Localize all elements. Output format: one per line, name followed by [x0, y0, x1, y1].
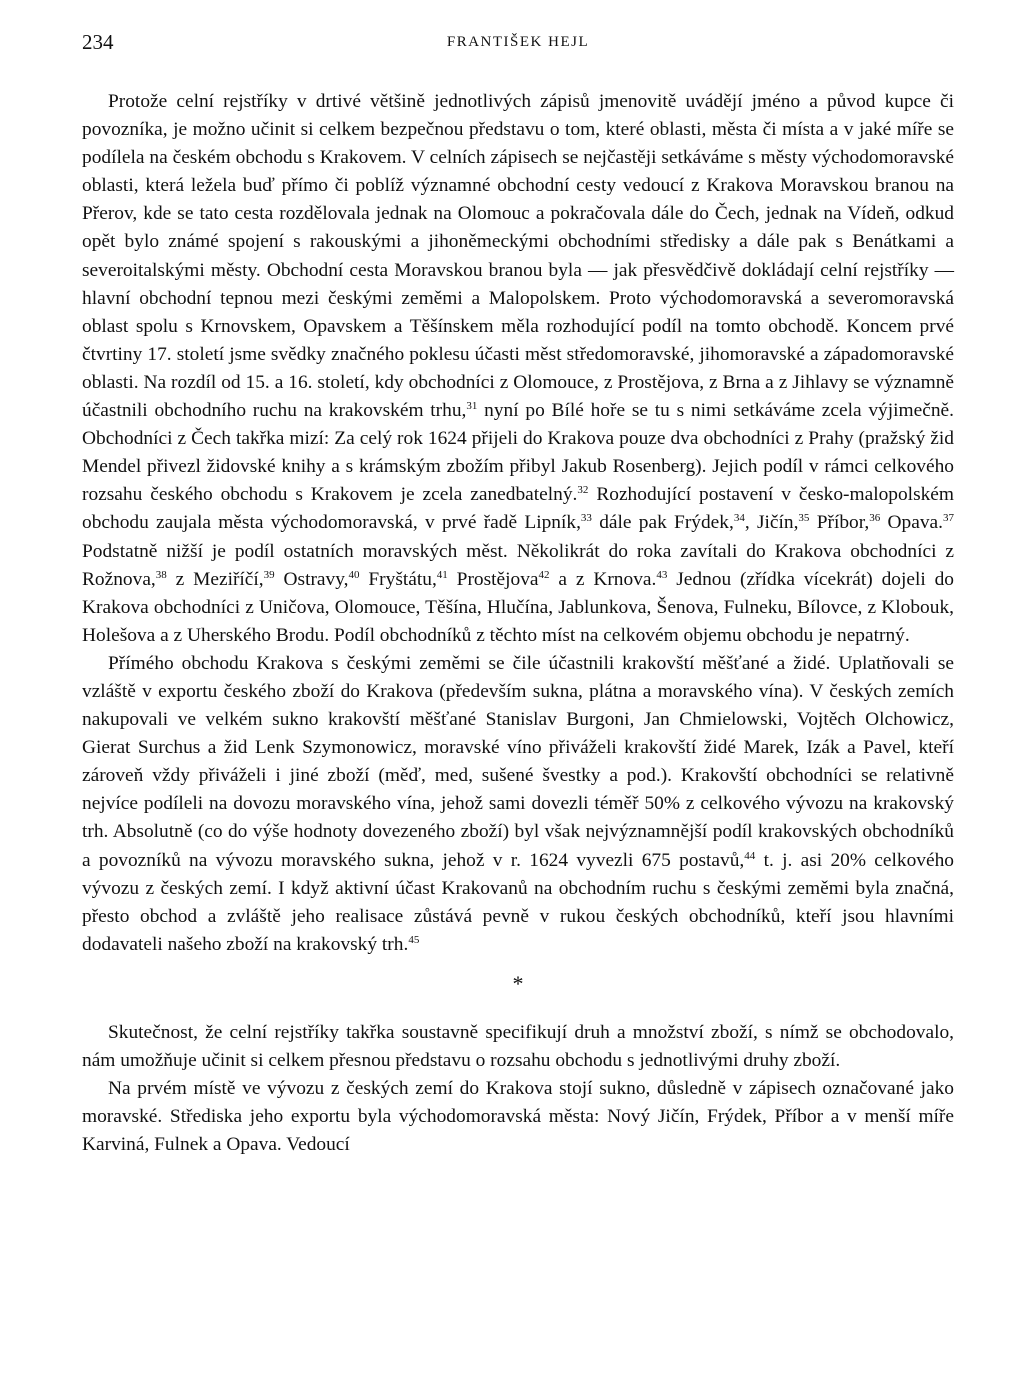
text-run: Ostravy,: [274, 568, 349, 590]
text-run: Fryštátu,: [359, 568, 437, 590]
footnote-ref-39: 39: [263, 568, 275, 581]
text-run: z Meziříčí,: [166, 568, 264, 590]
page-header: [82, 30, 954, 66]
footnote-ref-35: 35: [798, 512, 810, 525]
footnote-ref-42: 42: [538, 568, 550, 581]
footnote-ref-40: 40: [348, 568, 360, 581]
footnote-ref-41: 41: [436, 568, 448, 581]
paragraph-1: [82, 88, 954, 650]
footnote-ref-38: 38: [155, 568, 167, 581]
text-run: Podstatně nižší je podíl ostatních moravských měst. Několikrát do roka zavítali do Krakova obchodníci z Rožnova,: [82, 540, 954, 590]
text-run: Příbor,: [809, 512, 870, 534]
text-run: Přímého obchodu Krakova s českými zeměmi se čile účastnili krakovští měšťané a židé. Uplatňovali se vzláště v exportu českého zboží do Krakova (především sukna, plátna a moravského vína). V českých zemích nakupovali ve velkém sukno krakovští měšťané Stanislav Burgoni, Jan Chmielowski, Vojtěch Olchowicz, Gierat Surchus a žid Lenk Szymonowicz, moravské víno přiváželi krakovští židé Marek, Izák a Pavel, kteří zároveň vždy přiváželi i jiné zboží (měď, med, sušené švestky a pod.). Krakovští obchodníci se relativně nejvíce podíleli na dovozu moravského vína, jehož sami dovezli téměř 50% z celkového vývozu na krakovský trh. Absolutně (co do výše hodnoty dovezeného zboží) byl však nejvýznamnější podíl krakovských obchodníků a povozníků na vývozu moravského sukna, jehož v r. 1624 vyvezli 675 postavů,: [82, 652, 954, 871]
text-run: , Jičín,: [744, 512, 799, 534]
text-run: Protože celní rejstříky v drtivé většině jednotlivých zápisů jmenovitě uvádějí jméno a původ kupce či povozníka, je možno učinit si celkem bezpečnou představu o tom, které oblasti, města či místa a v jaké míře se podílela na českém obchodu s Krakovem. V celních zápisech se nejčastěji setkáváme s městy východomoravské oblasti, která ležela buď přímo či poblíž významné obchodní cesty vedoucí z Krakova Moravskou branou na Přerov, kde se tato cesta rozdělovala jednak na Olomouc a pokračovala dále do Čech, jednak na Vídeň, odkud opět bylo známé spojení s rakouskými a jihoněmeckými obchodními středisky a dále pak s Benátkami a severoitalskými městy. Obchodní cesta Moravskou branou byla — jak přesvědčivě dokládají celní rejstříky — hlavní obchodní tepnou mezi českými zeměmi a Malopolskem. Proto východomoravská a severomoravská oblast spolu s Krnovskem, Opavskem a Těšínskem měla rozhodující podíl na tomto obchodě. Koncem prvé čtvrtiny 17. století jsme svědky značného poklesu účasti měst středomoravské, jihomoravské a západomoravské oblasti. Na rozdíl od 15. a 16. století, kdy obchodníci z Olomouce, z Prostějova, z Brna a z Jihlavy se významně účastnili obchodního ruchu na krakovském trhu,: [82, 91, 954, 422]
text-run: nyní po Bílé hoře se tu s nimi setkáváme zcela výjimečně. Obchodníci z Čech takřka mizí: Za celý rok 1624 přijeli do Krakova pouze dva obchodníci z Prahy (pražský žid Mendel přivezl židovské knihy a s krámským zbožím přibyl Jakub Rosenberg). Jejich podíl v rámci celkového rozsahu českého obchodu s Krakovem je zcela zanedbatelný.: [82, 400, 954, 506]
text-run: Jednou (zřídka vícekrát) dojeli do Krakova obchodníci z Uničova, Olomouce, Těšína, Hlučína, Jablunkova, Šenova, Fulneku, Bílovce, z Klobouk, Holešova a z Uherského Brodu. Podíl obchodníků z těchto míst na celkovém objemu obchodu je nepatrný.: [82, 568, 954, 646]
page: [82, 30, 954, 1159]
section-separator: *: [512, 970, 524, 996]
paragraph-2: [82, 650, 954, 959]
paragraph-3: Skutečnost, že celní rejstříky takřka soustavně specifikují druh a množství zboží, s nímž se obchodovalo, nám umožňuje učinit si celkem přesnou představu o rozsahu obchodu s jednotlivými druhy zboží.: [82, 1021, 954, 1071]
footnote-ref-32: 32: [577, 484, 589, 497]
footnote-ref-34: 34: [733, 512, 745, 525]
footnote-ref-37: 37: [942, 512, 954, 525]
text-run: Opava.: [880, 512, 943, 534]
footnote-ref-44: 44: [744, 849, 756, 862]
page-number: 234: [82, 30, 114, 54]
body-text: [82, 88, 954, 1159]
text-run: t. j. asi 20% celkového vývozu z českých zemí. I když aktivní účast Krakovanů na obchodním ruchu s českými zeměmi byla značná, přesto obchod a zvláště jeho realisace zůstává pevně v rukou českých obchodníků, kteří jsou hlavními dodavateli našeho zboží na krakovský trh.: [82, 849, 954, 955]
running-head: FRANTIŠEK HEJL: [446, 34, 590, 50]
footnote-ref-45: 45: [408, 933, 420, 946]
text-run: a z Krnova.: [549, 568, 657, 590]
footnote-ref-43: 43: [656, 568, 668, 581]
text-run: Rozhodující postavení v česko-malopolském obchodu zaujala města východomoravská, v prvé řadě Lipník,: [82, 484, 954, 534]
footnote-ref-36: 36: [869, 512, 881, 525]
footnote-ref-33: 33: [580, 512, 592, 525]
text-run: dále pak Frýdek,: [591, 512, 734, 534]
footnote-ref-31: 31: [466, 400, 478, 413]
paragraph-4: Na prvém místě ve vývozu z českých zemí do Krakova stojí sukno, důsledně v zápisech označované jako moravské. Střediska jeho exportu byla východomoravská města: Nový Jičín, Frýdek, Příbor a v menší míře Karviná, Fulnek a Opava. Vedoucí: [82, 1078, 954, 1156]
text-run: Prostějova: [447, 568, 539, 590]
